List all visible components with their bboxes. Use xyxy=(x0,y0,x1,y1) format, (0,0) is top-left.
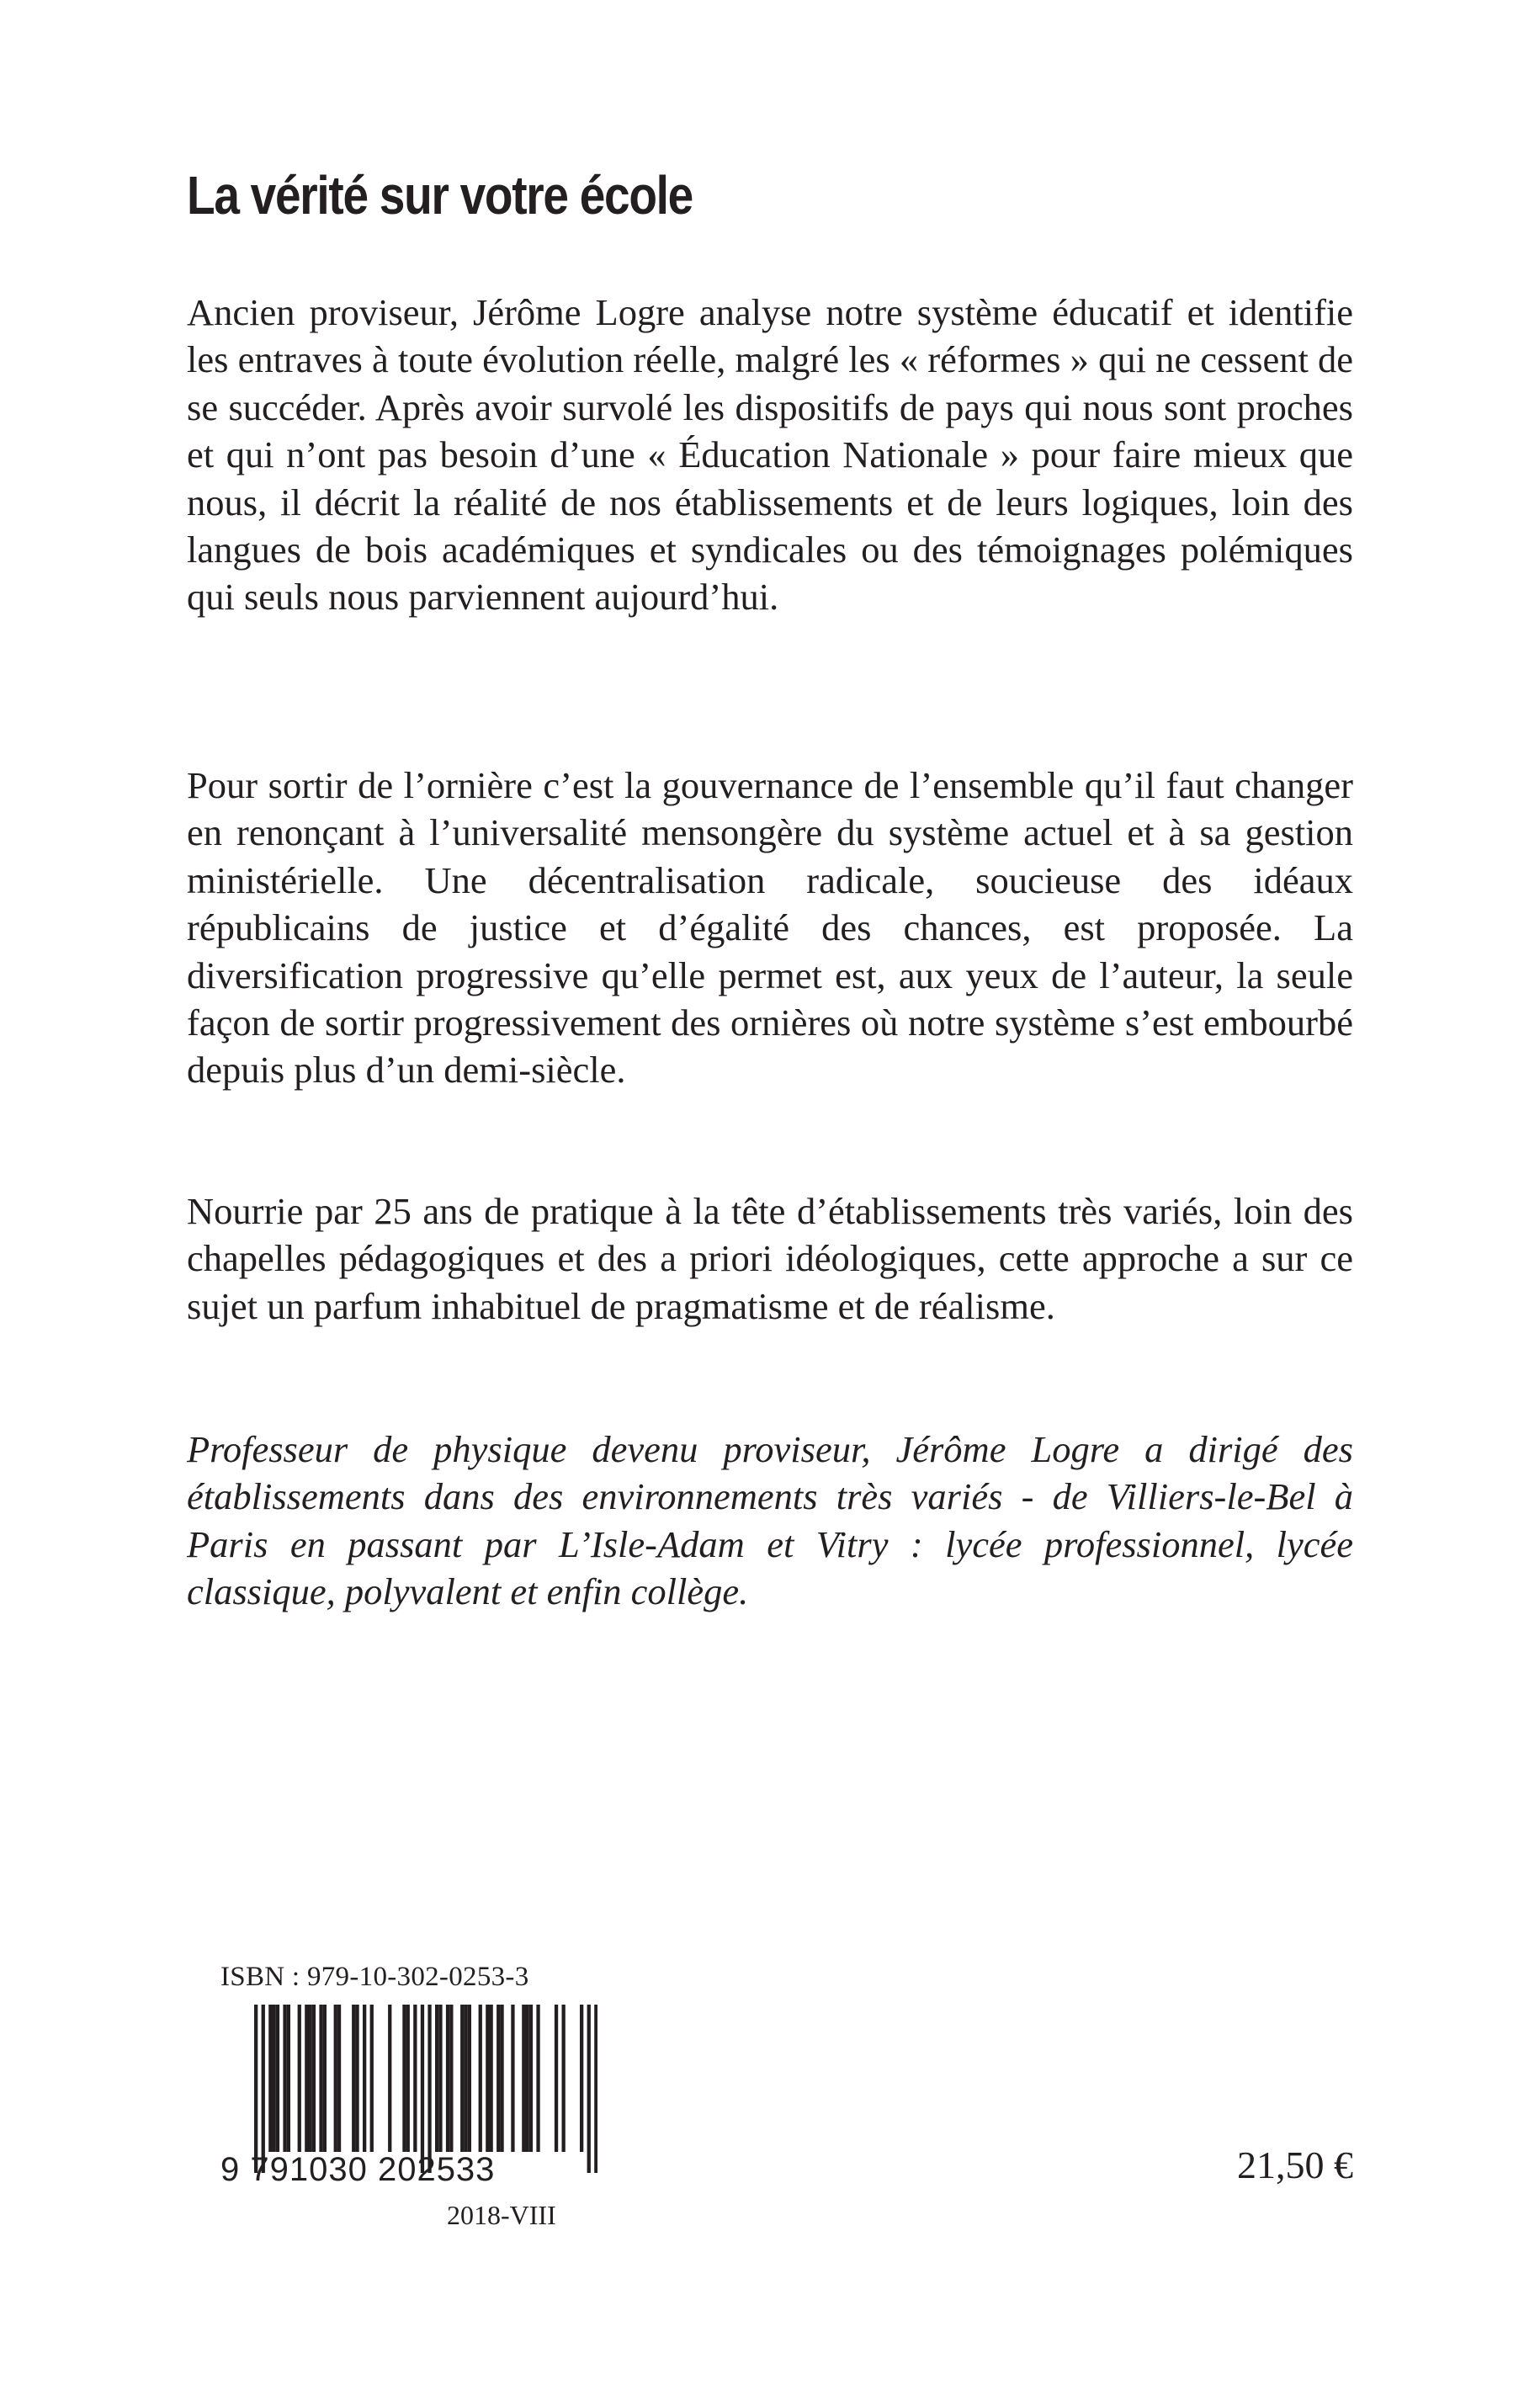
barcode-bar xyxy=(555,2005,558,2152)
summary-paragraph-3: Nourrie par 25 ans de pratique à la tête d’établissements très variés, loin des chapelles pédagogiques et des a priori idéologiques, cette approche a sur ce sujet un parfum inhabituel de pragmatisme et de réalisme. xyxy=(187,1190,1353,1327)
barcode-bar xyxy=(490,2005,493,2152)
barcode-bar xyxy=(287,2005,290,2152)
barcode-bar xyxy=(500,2005,503,2152)
barcode-bar xyxy=(298,2005,301,2152)
barcode-bar xyxy=(497,2005,500,2152)
summary-paragraph-1: Ancien proviseur, Jérôme Logre analyse notre système éducatif et identifie les entraves à toute évolution réelle, malgré les « réformes » qui ne cessent de se succéder. Après avoir survolé les dispositifs de pays qui nous sont proches et qui n’ont pas besoin d’une « Éducation Nationale » pour faire mieux que nous, il décrit la réalité de nos établissements et de leurs logiques, loin des langues de bois académiques et syndicales ou des témoignages polémiques qui seuls nous parviennent aujourd’hui. xyxy=(187,291,1353,619)
barcode-bar xyxy=(370,2005,374,2152)
barcode-bar xyxy=(323,2005,327,2152)
barcode-bar xyxy=(479,2005,482,2152)
barcode-bar xyxy=(334,2005,337,2152)
barcode-graphic xyxy=(220,2005,597,2173)
barcode-bar xyxy=(312,2005,316,2152)
barcode-bar xyxy=(594,2005,597,2173)
barcode-bar xyxy=(276,2005,279,2152)
barcode-bar xyxy=(337,2005,341,2152)
barcode-bar xyxy=(305,2005,308,2152)
barcode-bar xyxy=(262,2005,265,2173)
barcode-bar xyxy=(562,2005,566,2152)
barcode-bar xyxy=(486,2005,489,2152)
barcode-bar xyxy=(536,2005,539,2152)
barcode-bar xyxy=(438,2005,442,2152)
barcode-bar xyxy=(309,2005,312,2152)
barcode-bar xyxy=(435,2005,438,2152)
isbn-barcode-block xyxy=(220,1962,597,2173)
barcode-bar xyxy=(352,2005,355,2152)
barcode-bar xyxy=(511,2005,514,2152)
barcode-digits: 9 791030 202533 xyxy=(220,2151,496,2188)
barcode-bar xyxy=(363,2005,366,2152)
barcode-bar xyxy=(355,2005,358,2152)
barcode-bar xyxy=(460,2005,464,2152)
barcode-bar xyxy=(522,2005,525,2152)
barcode-bar xyxy=(468,2005,471,2152)
barcode-bar xyxy=(406,2005,410,2152)
barcode-bar xyxy=(427,2005,431,2173)
author-bio: Professeur de physique devenu proviseur, Jérôme Logre a dirigé des établissements dans des environnements très variés - de Villiers-le-Bel à Paris en passant par L’Isle-Adam et Vitry : lycée professionnel, lycée classique, polyvalent et enfin collège. xyxy=(187,1428,1353,1613)
barcode-bar xyxy=(273,2005,276,2152)
barcode-bar xyxy=(402,2005,406,2152)
barcode-bar xyxy=(446,2005,449,2152)
barcode-bar xyxy=(254,2005,258,2173)
summary-paragraph-2: Pour sortir de l’ornière c’est la gouvernance de l’ensemble qu’il faut changer en renonçant à l’universalité mensongère du système actuel et à sa gestion ministérielle. Une décentralisation radicale, soucieuse des idéaux républicains de justice et d’égalité des chances, est proposée. La diversification progressive qu’elle permet est, aux yeux de l’auteur, la seule façon de sortir progressivement des ornières où notre système s’est embourbé depuis plus d’un demi-siècle. xyxy=(187,764,1353,1092)
barcode-bar xyxy=(449,2005,453,2152)
price-label: 21,50 € xyxy=(1237,2143,1353,2186)
barcode-bar xyxy=(526,2005,529,2152)
barcode-bar xyxy=(464,2005,467,2152)
barcode-bar xyxy=(421,2005,424,2173)
barcode-bar xyxy=(283,2005,286,2152)
barcode-bar xyxy=(268,2005,272,2152)
barcode-bar xyxy=(587,2005,591,2173)
barcode-bar xyxy=(580,2005,583,2152)
barcode-bar xyxy=(319,2005,322,2152)
barcode-bar xyxy=(413,2005,417,2152)
edition-code: 2018-VIII xyxy=(447,2200,556,2230)
book-title: La vérité sur votre école xyxy=(187,165,693,226)
isbn-label: ISBN : 979-10-302-0253-3 xyxy=(220,1962,529,1992)
barcode-bar xyxy=(529,2005,533,2152)
barcode-bar xyxy=(388,2005,391,2152)
